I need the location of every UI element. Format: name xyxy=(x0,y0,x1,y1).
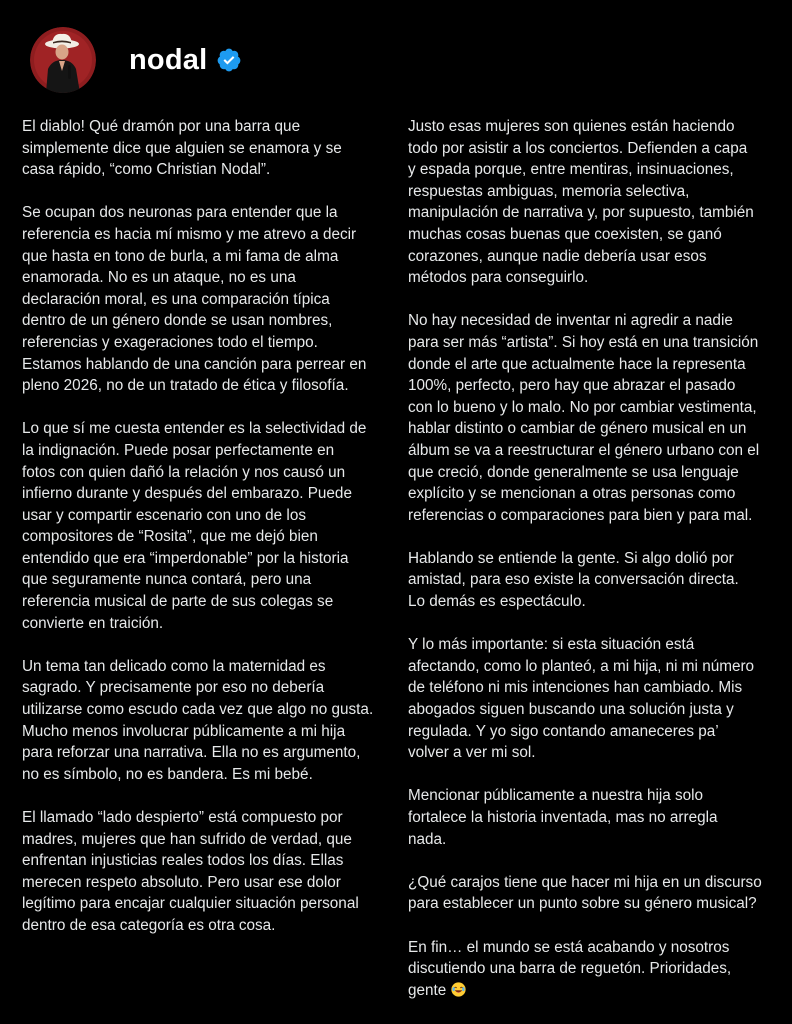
paragraph: Mencionar públicamente a nuestra hija solo fortalece la historia inventada, mas no arregla nada. xyxy=(408,787,718,848)
paragraph: Un tema tan delicado como la maternidad es sagrado. Y precisamente por eso no debería utilizarse como escudo cada vez que algo no gusta. Mucho menos involucrar públicamente a mi hija para reforzar una narrativa. Ella no es argumento, no es símbolo, no es bandera. Es mi bebé. xyxy=(22,657,374,783)
post-header xyxy=(30,27,242,93)
paragraph: Lo que sí me cuesta entender es la selectividad de la indignación. Puede posar perfectamente en fotos con quien dañó la relación y nos causó un infierno durante y después del embarazo. Puede usar y compartir escenario con uno de los compositores de “Rosita”, que me dejó bien entendido que era “imperdonable” por la historia que seguramente nunca contará, pero una referencia musical de parte de sus colegas se convierte en traición. xyxy=(22,420,367,632)
verified-badge-icon xyxy=(216,47,242,73)
post-text-left-column xyxy=(22,116,384,958)
paragraph: Hablando se entiende la gente. Si algo dolió por amistad, para eso existe la conversación directa. Lo demás es espectáculo. xyxy=(408,549,739,611)
paragraph: El llamado “lado despierto” está compuesto por madres, mujeres que han sufrido de verdad, que enfrentan injusticias reales todos los días. Ellas merecen respeto absoluto. Pero usar ese dolor legítimo para encajar cualquier situación personal dentro de esa categoría es otra cosa. xyxy=(22,809,359,934)
closing-text: En fin… el mundo se está acabando y nosotros discutiendo una barra de reguetón. Prioridades, gente xyxy=(408,938,732,999)
paragraph: Y lo más importante: si esta situación está afectando, como lo planteó, a mi hija, ni mi número de teléfono ni mis intenciones han cambiado. Mis abogados siguen buscando una solución justa y regulada. Y yo sigo contando amaneceres pa’ volver a ver mi sol. xyxy=(408,636,755,762)
profile-photo-icon xyxy=(30,27,96,93)
username[interactable]: nodal xyxy=(129,43,208,76)
paragraph: ¿Qué carajos tiene que hacer mi hija en un discurso para establecer un punto sobre su género musical? xyxy=(408,873,762,913)
paragraph: El diablo! Qué dramón por una barra que simplemente dice que alguien se enamora y se casa rápido, “como Christian Nodal”. xyxy=(22,118,342,179)
post-text-right-column xyxy=(408,116,778,1023)
closing-paragraph xyxy=(408,937,778,1002)
avatar[interactable] xyxy=(30,27,96,93)
laughing-emoji-icon xyxy=(451,982,466,997)
paragraph: No hay necesidad de inventar ni agredir a nadie para ser más “artista”. Si hoy está en una transición donde el arte que actualmente hace la representa 100%, perfecto, pero hay que abrazar el pasado con lo bueno y lo malo. No por cambiar vestimenta, hablar distinto o cambiar de género musical en un álbum se va a reestructurar el género urbano con el que creció, donde generalmente se usa lenguaje explícito y se mencionan a otras personas como referencias o comparaciones para bien y para mal. xyxy=(408,312,760,524)
paragraph: Justo esas mujeres son quienes están haciendo todo por asistir a los conciertos. Defienden a capa y espada porque, entre mentiras, insinuaciones, respuestas ambiguas, memoria selectiva, manipulación de narrativa y, por supuesto, también muchas cosas buenas que coexisten, se ganó corazones, aunque nadie debería usar esos métodos para conseguirlo. xyxy=(408,118,754,287)
paragraph: Se ocupan dos neuronas para entender que la referencia es hacia mí mismo y me atrevo a decir que hasta en tono de burla, a mi fama de alma enamorada. No es un ataque, no es una declaración moral, es una comparación típica dentro de un género donde se usan nombres, referencias y exageraciones todo el tiempo. Estamos hablando de una canción para perrear en pleno 2026, no de un tratado de ética y filosofía. xyxy=(22,204,367,395)
